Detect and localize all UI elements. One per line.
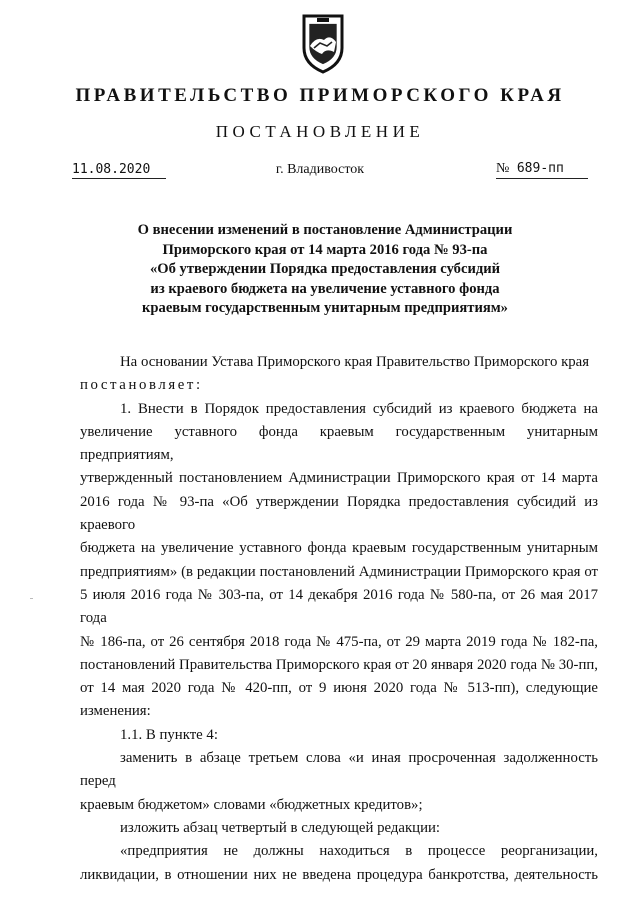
preamble: На основании Устава Приморского края Правительство Приморского края bbox=[120, 354, 590, 370]
resolves-word: постановляет: bbox=[80, 377, 203, 394]
item-1-line: утвержденный постановлением Администрации Приморского края от 14 марта bbox=[80, 470, 598, 487]
subitem-1-1: 1.1. В пункте 4: bbox=[120, 726, 218, 743]
quote-line: ликвидации, в отношении них не введена процедура банкротства, деятельность bbox=[80, 866, 598, 883]
item-1-line: 2016 года № 93-па «Об утверждении Порядка предоставления субсидий из краевого bbox=[80, 493, 598, 534]
heading-line: «Об утверждении Порядка предоставления субсидий bbox=[149, 261, 501, 277]
heading-line: О внесении изменений в постановление Администрации bbox=[137, 222, 513, 238]
item-1-line: бюджета на увеличение уставного фонда краевым государственным унитарным bbox=[80, 540, 598, 557]
item-1-line: постановлений Правительства Приморского края от 20 января 2020 года № 30-пп, bbox=[80, 656, 598, 673]
heading-line: из краевого бюджета на увеличение уставного фонда bbox=[150, 280, 500, 297]
quote-line: «предприятия не должны находиться в процессе реорганизации, bbox=[120, 843, 598, 860]
item-1-line: увеличение уставного фонда краевым государственным унитарным предприятиям, bbox=[80, 423, 598, 464]
item-1-line: предприятиям» (в редакции постановлений Администрации Приморского края от bbox=[80, 563, 598, 580]
document-type: ПОСТАНОВЛЕНИЕ bbox=[215, 122, 425, 141]
item-1-line: 1. Внести в Порядок предоставления субсидий из краевого бюджета на bbox=[120, 400, 598, 417]
restate-intro: изложить абзац четвертый в следующей редакции: bbox=[120, 819, 441, 836]
decree-heading bbox=[90, 221, 560, 319]
replace-line: краевым бюджетом» словами «бюджетных кредитов»; bbox=[80, 796, 423, 813]
item-1-line: № 186-па, от 26 сентября 2018 года № 475-па, от 29 марта 2019 года № 182-па, bbox=[80, 633, 598, 650]
decree-city: г. Владивосток bbox=[275, 162, 365, 177]
margin-mark bbox=[30, 598, 33, 599]
item-1-line: 5 июля 2016 года № 303-па, от 14 декабря 2016 года № 580-па, от 26 мая 2017 года bbox=[80, 586, 598, 627]
decree-number-label: № bbox=[496, 161, 510, 176]
decree-body bbox=[80, 351, 598, 887]
replace-line: заменить в абзаце третьем слова «и иная просроченная задолженность перед bbox=[80, 750, 598, 790]
government-title: ПРАВИТЕЛЬСТВО ПРИМОРСКОГО КРАЯ bbox=[75, 85, 565, 106]
heading-line: Приморского края от 14 марта 2016 года № 93-па bbox=[162, 241, 488, 258]
decree-number-value: 689-пп bbox=[516, 161, 564, 176]
decree-number bbox=[496, 161, 588, 179]
decree-date: 11.08.2020 bbox=[72, 162, 166, 179]
item-1-line: изменения: bbox=[80, 703, 151, 720]
heading-line: краевым государственным унитарным предприятиям» bbox=[142, 300, 508, 316]
item-1-line: от 14 мая 2020 года № 420-пп, от 9 июня 2020 года № 513-пп), следующие bbox=[80, 680, 598, 697]
coat-of-arms-icon bbox=[300, 12, 346, 74]
